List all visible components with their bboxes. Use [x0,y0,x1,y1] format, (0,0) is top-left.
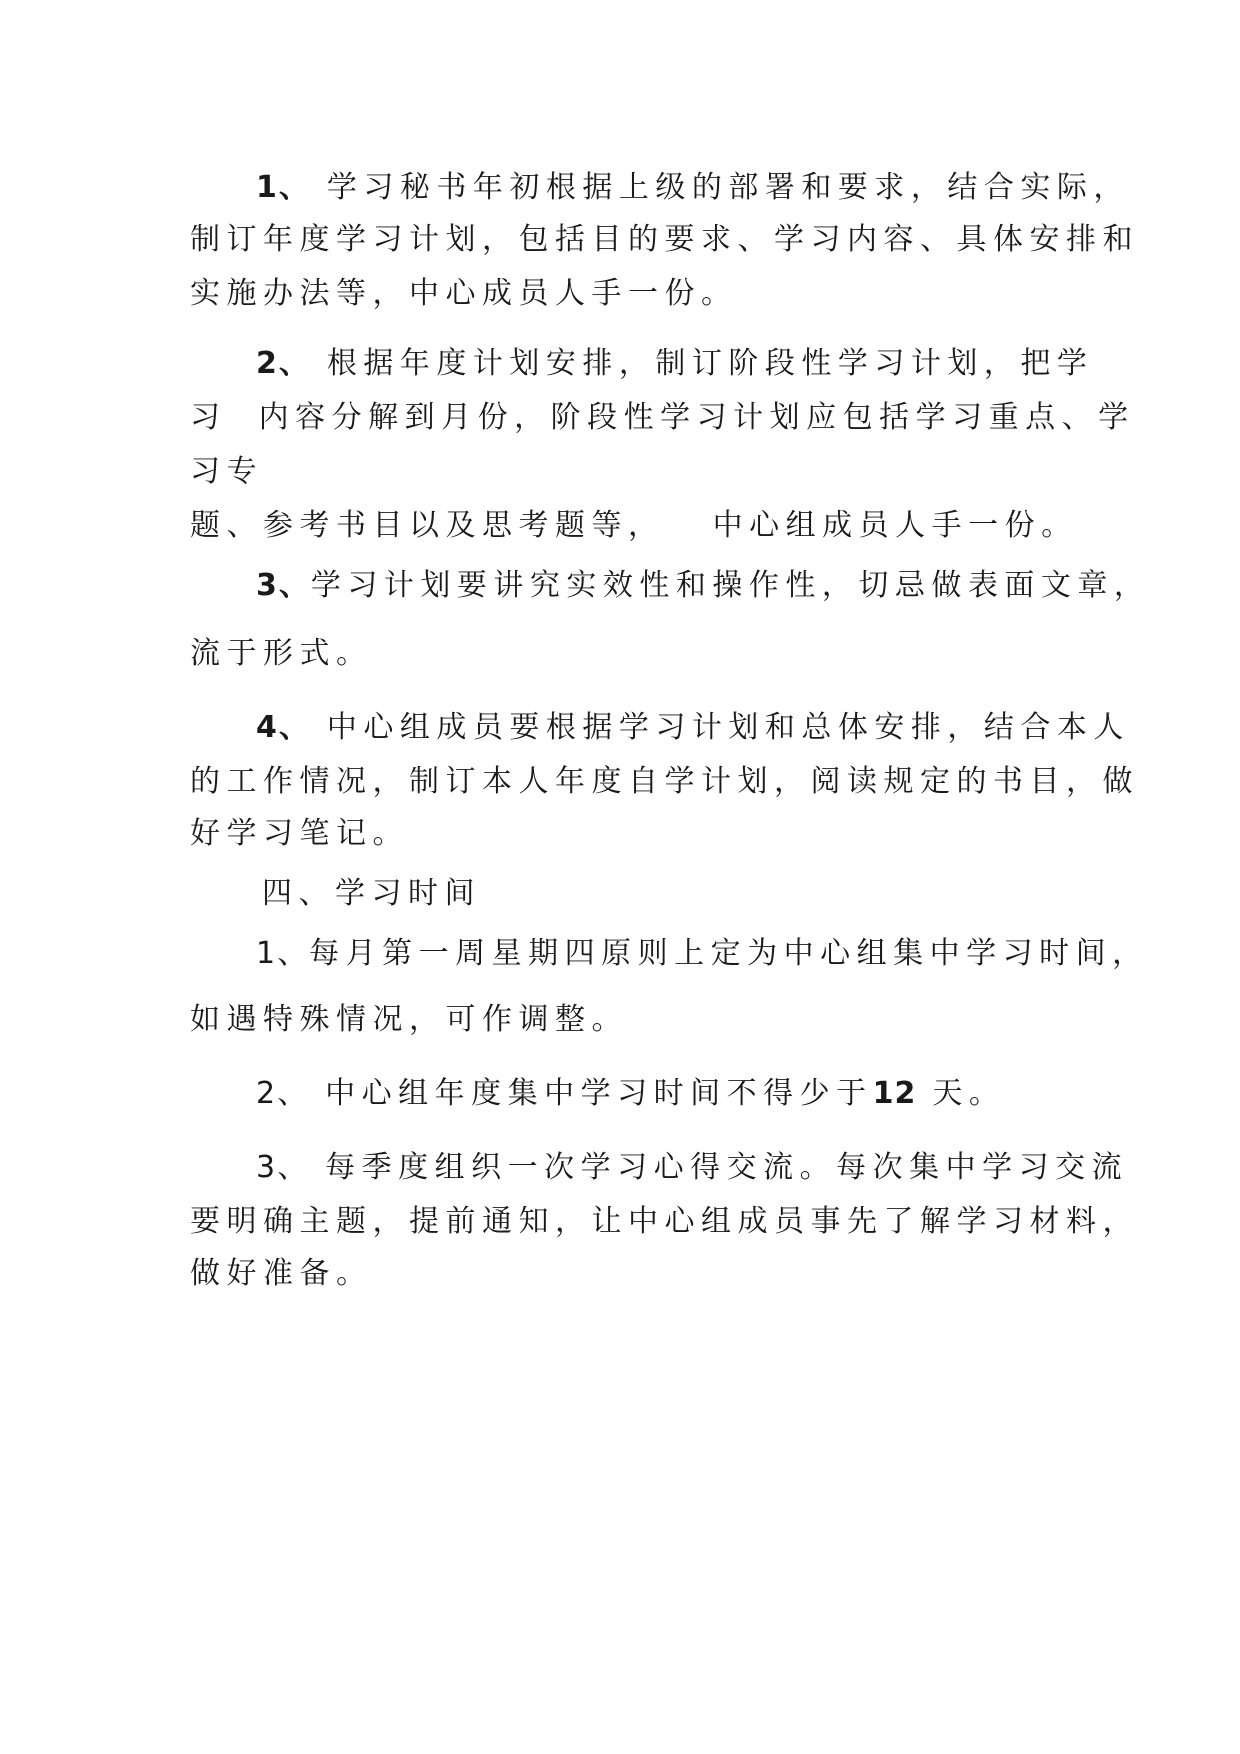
time-item-3-line-1: 3、 每季度组织一次学习心得交流。每次集中学习交流 [256,1150,1129,1185]
paragraph-2-line-2: 习 内容分解到月份，阶段性学习计划应包括学习重点、学 [190,400,1135,435]
time-item-3-line-2: 要明确主题，提前通知，让中心组成员事先了解学习材料， [190,1204,1139,1239]
item-number: 1、 [256,170,311,205]
paragraph-2-line-3: 习专 [190,454,263,489]
item-number: 3、 [256,1150,310,1185]
paragraph-4-line-3: 好学习笔记。 [190,816,409,851]
time-item-3-line-3: 做好准备。 [190,1256,373,1291]
paragraph-2-line-1: 2、 根据年度计划安排，制订阶段性学习计划，把学 [256,346,1094,381]
time-item-1-line-2: 如遇特殊情况，可作调整。 [190,1002,628,1037]
paragraph-1-line-2: 制订年度学习计划，包括目的要求、学习内容、具体安排和 [190,222,1139,257]
item-number: 3、 [256,568,311,603]
item-number: 2、 [256,346,311,381]
item-number: 1、 [256,936,310,971]
paragraph-2-line-4: 题、参考书目以及思考题等， 中心组成员人手一份。 [190,508,1078,543]
time-item-1-line-1: 1、每月第一周星期四原则上定为中心组集中学习时间， [256,936,1149,971]
paragraph-3-line-2: 流于形式。 [190,636,373,671]
paragraph-3-line-1: 3、学习计划要讲究实效性和操作性，切忌做表面文章， [256,568,1151,603]
section-heading: 四、学习时间 [262,876,481,911]
item-number: 4、 [256,710,311,745]
paragraph-4-line-1: 4、 中心组成员要根据学习计划和总体安排，结合本人 [256,710,1130,745]
paragraph-1-line-3: 实施办法等，中心成员人手一份。 [190,276,738,311]
paragraph-1-line-1: 1、 学习秘书年初根据上级的部署和要求，结合实际， [256,170,1130,205]
time-item-2-line-1: 2、 中心组年度集中学习时间不得少于12 天。 [256,1076,1006,1111]
paragraph-4-line-2: 的工作情况，制订本人年度自学计划，阅读规定的书目，做 [190,764,1139,799]
item-number: 2、 [256,1076,310,1111]
days-count: 12 [872,1076,917,1111]
